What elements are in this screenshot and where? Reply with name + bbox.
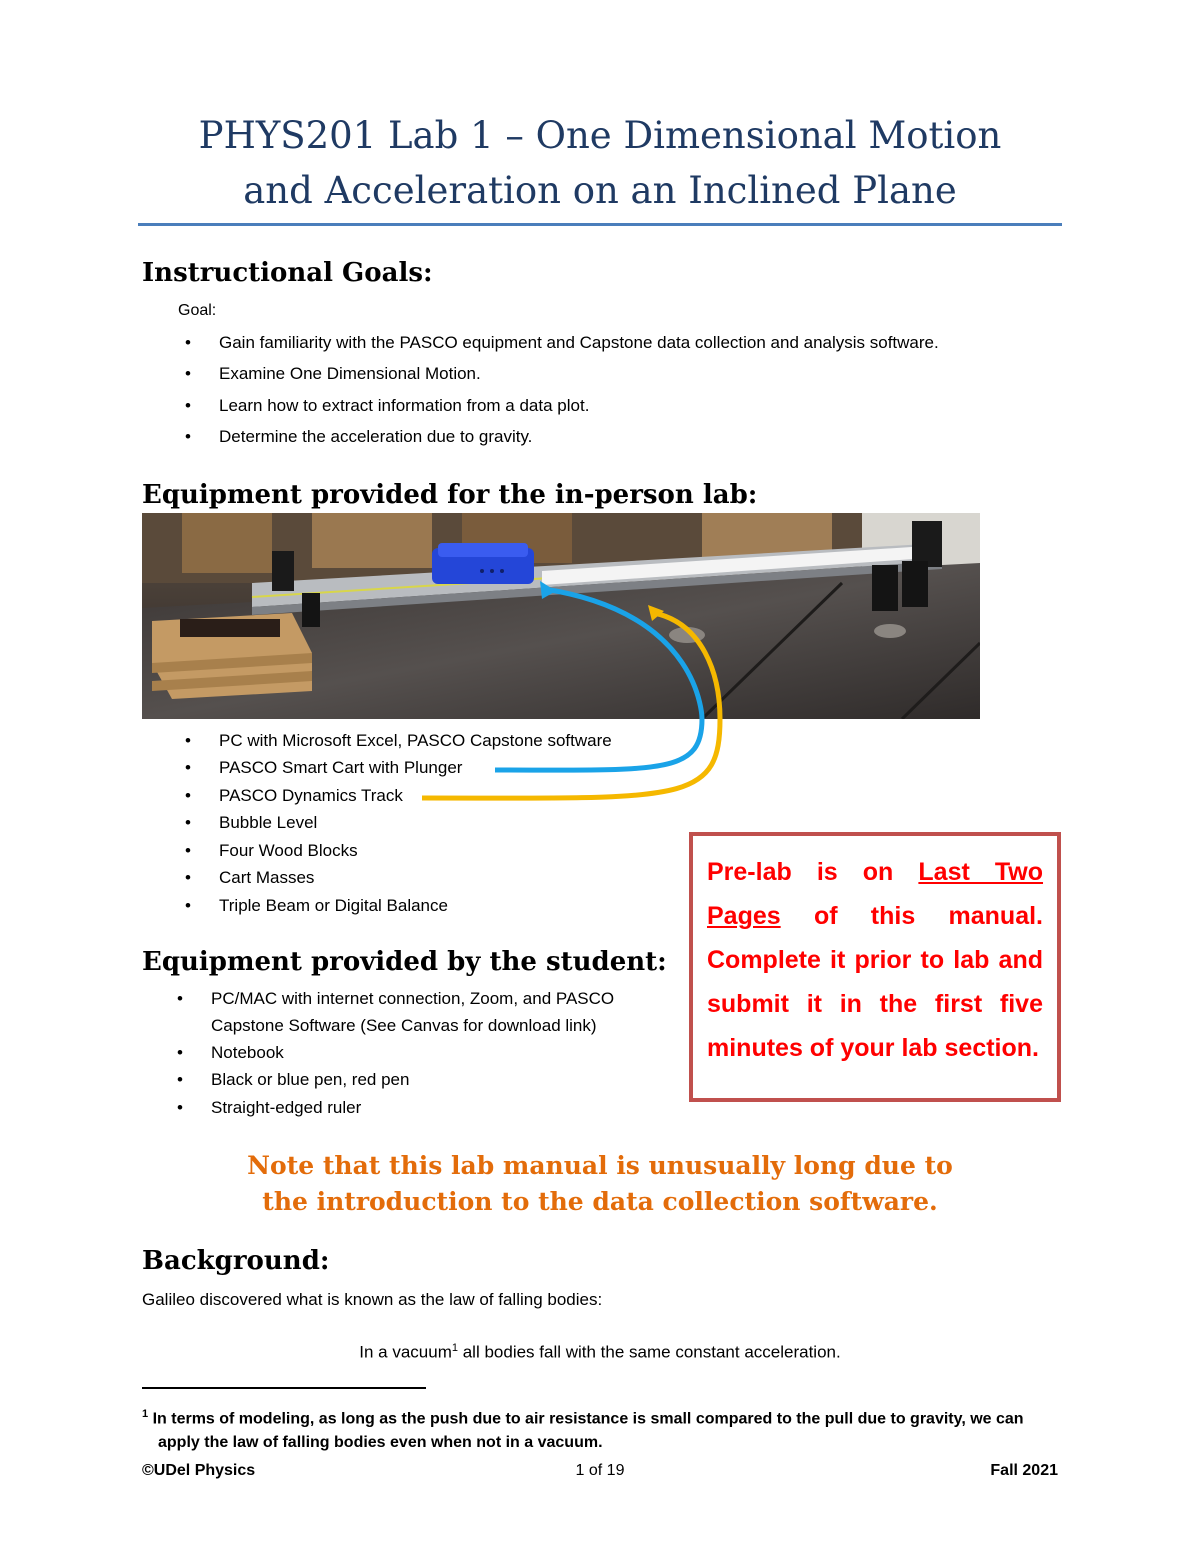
equipment-student-list	[177, 989, 615, 1125]
callout-text: Pre-lab is on	[707, 858, 919, 886]
title-line-2: and Acceleration on an Inclined Plane	[243, 169, 957, 212]
list-item: • Straight-edged ruler	[177, 1098, 362, 1117]
equipment-lab-heading: Equipment provided for the in-person lab:	[142, 480, 758, 510]
long-manual-note	[100, 1148, 1100, 1220]
list-item-continuation: Capstone Software (See Canvas for download link)	[211, 1016, 597, 1035]
footer-term: Fall 2021	[990, 1462, 1058, 1479]
background-intro: Galileo discovered what is known as the law of falling bodies:	[142, 1290, 603, 1309]
list-item: • Cart Masses	[185, 868, 315, 887]
equipment-student-heading: Equipment provided by the student:	[142, 947, 667, 977]
note-line-1: Note that this lab manual is unusually long due to	[247, 1151, 953, 1180]
list-item: • Determine the acceleration due to gravity.	[185, 427, 533, 446]
list-item: • PASCO Smart Cart with Plunger	[185, 758, 463, 777]
list-item: • Notebook	[177, 1043, 284, 1062]
list-item: • Black or blue pen, red pen	[177, 1070, 410, 1089]
goals-subheading: Goal:	[178, 302, 217, 319]
callout-underline-last-two: Last Two	[918, 858, 1044, 886]
footnote-divider	[142, 1387, 426, 1389]
footer-copyright: ©UDel Physics	[142, 1462, 256, 1479]
list-item: • Learn how to extract information from a data plot.	[185, 396, 590, 415]
background-heading: Background:	[142, 1246, 330, 1276]
page-title	[100, 108, 1100, 218]
footnote	[142, 1402, 1072, 1455]
note-line-2: the introduction to the data collection software.	[262, 1187, 938, 1216]
list-item: • Triple Beam or Digital Balance	[185, 896, 448, 915]
footnote-marker: 1	[142, 1408, 149, 1420]
footer-page-number: 1 of 19	[575, 1462, 625, 1479]
callout-text-rest: of this manual. Complete it prior to lab and submit it in the first five minutes of your lab section.	[707, 902, 1043, 1062]
list-item: • PC/MAC with internet connection, Zoom, and PASCO	[177, 989, 615, 1008]
list-item: • PC with Microsoft Excel, PASCO Capstone software	[185, 731, 612, 750]
goals-heading: Instructional Goals:	[142, 258, 433, 288]
footnote-line-2: apply the law of falling bodies even when not in a vacuum.	[158, 1434, 603, 1452]
goals-list	[185, 333, 939, 458]
list-item: • Bubble Level	[185, 813, 318, 832]
equipment-lab-list	[185, 731, 612, 923]
list-item: • Examine One Dimensional Motion.	[185, 364, 481, 383]
list-item: • Four Wood Blocks	[185, 841, 358, 860]
list-item: • PASCO Dynamics Track	[185, 786, 403, 805]
footnote-line-1: In terms of modeling, as long as the push due to air resistance is small compared to the pull due to gravity, we can	[148, 1410, 1024, 1428]
track-photo-illustration	[142, 513, 980, 719]
footnote-ref: 1	[451, 1342, 458, 1354]
title-line-1: PHYS201 Lab 1 – One Dimensional Motion	[198, 114, 1002, 157]
track-photo	[142, 513, 980, 719]
law-statement: In a vacuum$^1$ all bodies fall with the same constant acceleration.	[359, 1342, 841, 1362]
callout-underline-pages: Pages	[707, 902, 781, 930]
title-divider	[138, 223, 1062, 226]
list-item: • Gain familiarity with the PASCO equipment and Capstone data collection and analysis software.	[185, 333, 939, 352]
prelab-callout	[689, 832, 1061, 1102]
